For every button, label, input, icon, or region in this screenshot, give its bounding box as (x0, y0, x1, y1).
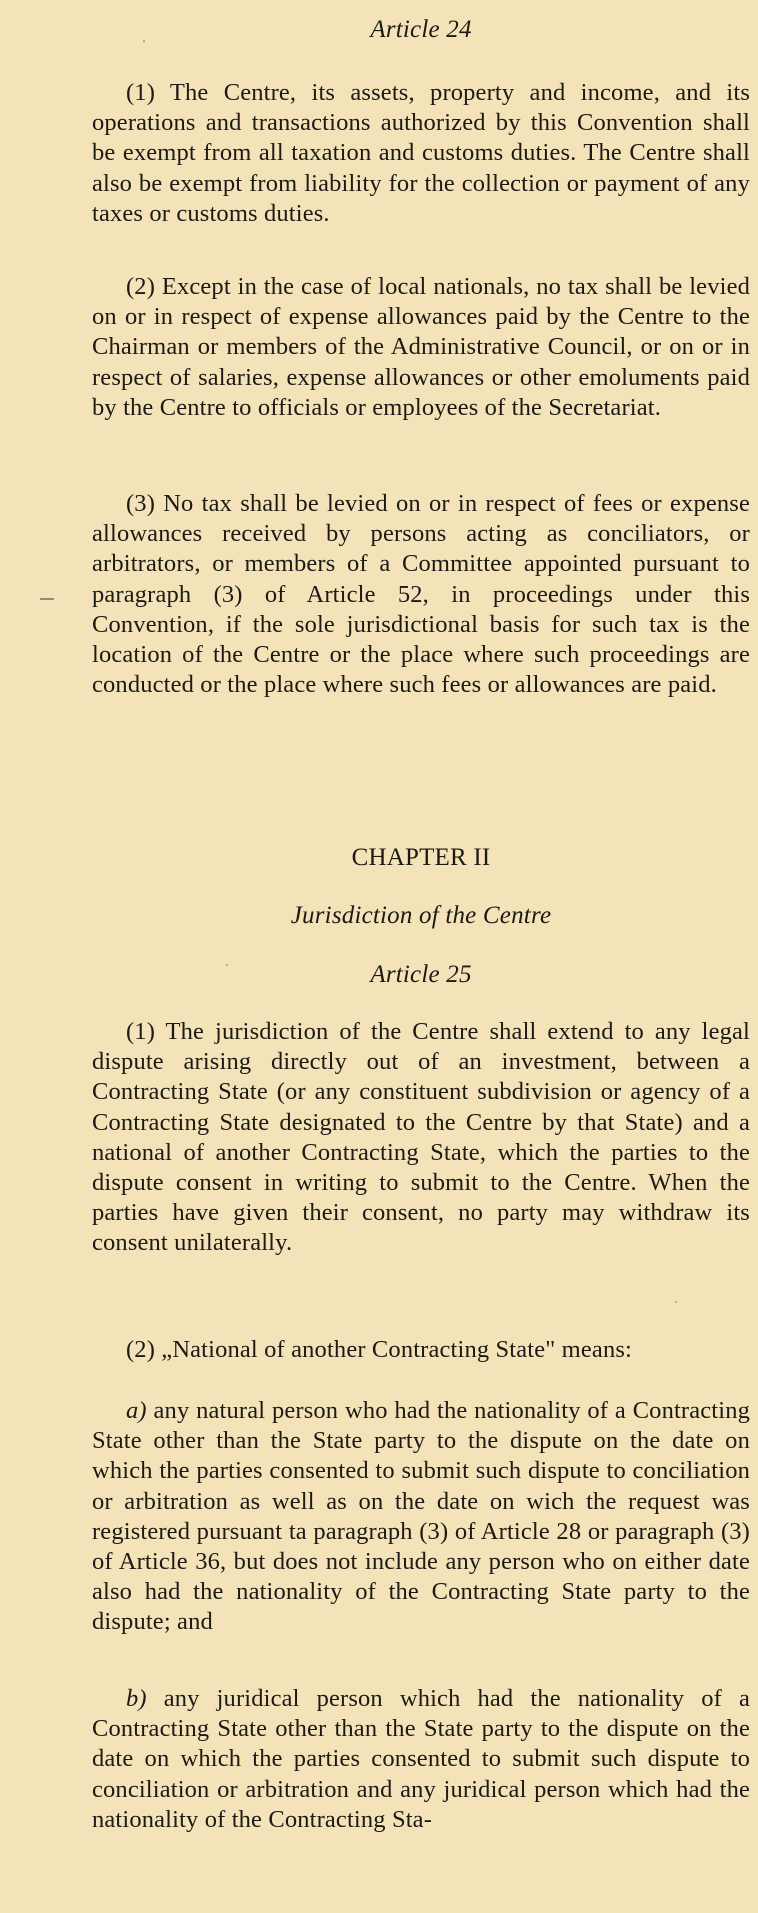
article-25-paragraph-2: (2) „National of another Contracting State" means: (126, 1336, 632, 1363)
item-a-label: a) (126, 1397, 147, 1424)
item-b-text: any juridical person which had the nationality of a Contracting State other than the State party to the dispute on the date on which the parties consented to submit such dispute to conciliation or arbitration and any juridical person which had the nationality of the Contracting Sta- (92, 1685, 750, 1833)
chapter-subtitle: Jurisdiction of the Centre (290, 902, 552, 929)
item-b-label: b) (126, 1685, 147, 1712)
chapter-heading: CHAPTER II (351, 844, 491, 871)
article-25-title: Article 25 (370, 961, 472, 988)
article-25-item-a (92, 1396, 750, 1638)
article-24-title: Article 24 (370, 16, 472, 43)
article-25-paragraph-1: (1) The jurisdiction of the Centre shall extend to any legal dispute arising directly out of an investment, between a Contracting State (or any constituent subdivision or agency of a Contracting State designated to the Centre by that State) and a national of another Contracting State, which the parties to the dispute consent in writing to submit to the Centre. When the parties have given their consent, no party may withdraw its consent unilaterally. (92, 1018, 750, 1257)
article-24-paragraph-1: (1) The Centre, its assets, property and income, and its operations and transactions authorized by this Convention shall be exempt from all taxation and customs duties. The Centre shall also be exempt from liability for the collection or payment of any taxes or customs duties. (92, 79, 750, 227)
margin-mark (40, 598, 54, 600)
article-24-paragraph-3: (3) No tax shall be levied on or in respect of fees or expense allowances received by persons acting as conciliators, or arbitrators, or members of a Committee appointed pursuant to paragraph (3) of Article 52, in proceedings under this Convention, if the sole jurisdictional basis for such tax is the location of the Centre or the place where such proceedings are conducted or the place where such fees or allowances are paid. (92, 490, 750, 699)
article-25-item-b (92, 1684, 750, 1835)
scan-speck (675, 1301, 677, 1303)
item-a-text: any natural person who had the nationality of a Contracting State other than the State party to the dispute on the date on which the parties consented to submit such dispute to conciliation or arbitration as well as on the date on wich the request was registered pursuant ta paragraph (3) of Article 28 or paragraph (3) of Article 36, but does not include any person who on either date also had the nationality of the Contracting State party to the dispute; and (92, 1397, 751, 1636)
article-24-paragraph-2: (2) Except in the case of local nationals, no tax shall be levied on or in respect of expense allowances paid by the Centre to the Chairman or members of the Administrative Council, or on or in respect of salaries, expense allowances or other emoluments paid by the Centre to officials or employees of the Secretariat. (92, 273, 750, 421)
